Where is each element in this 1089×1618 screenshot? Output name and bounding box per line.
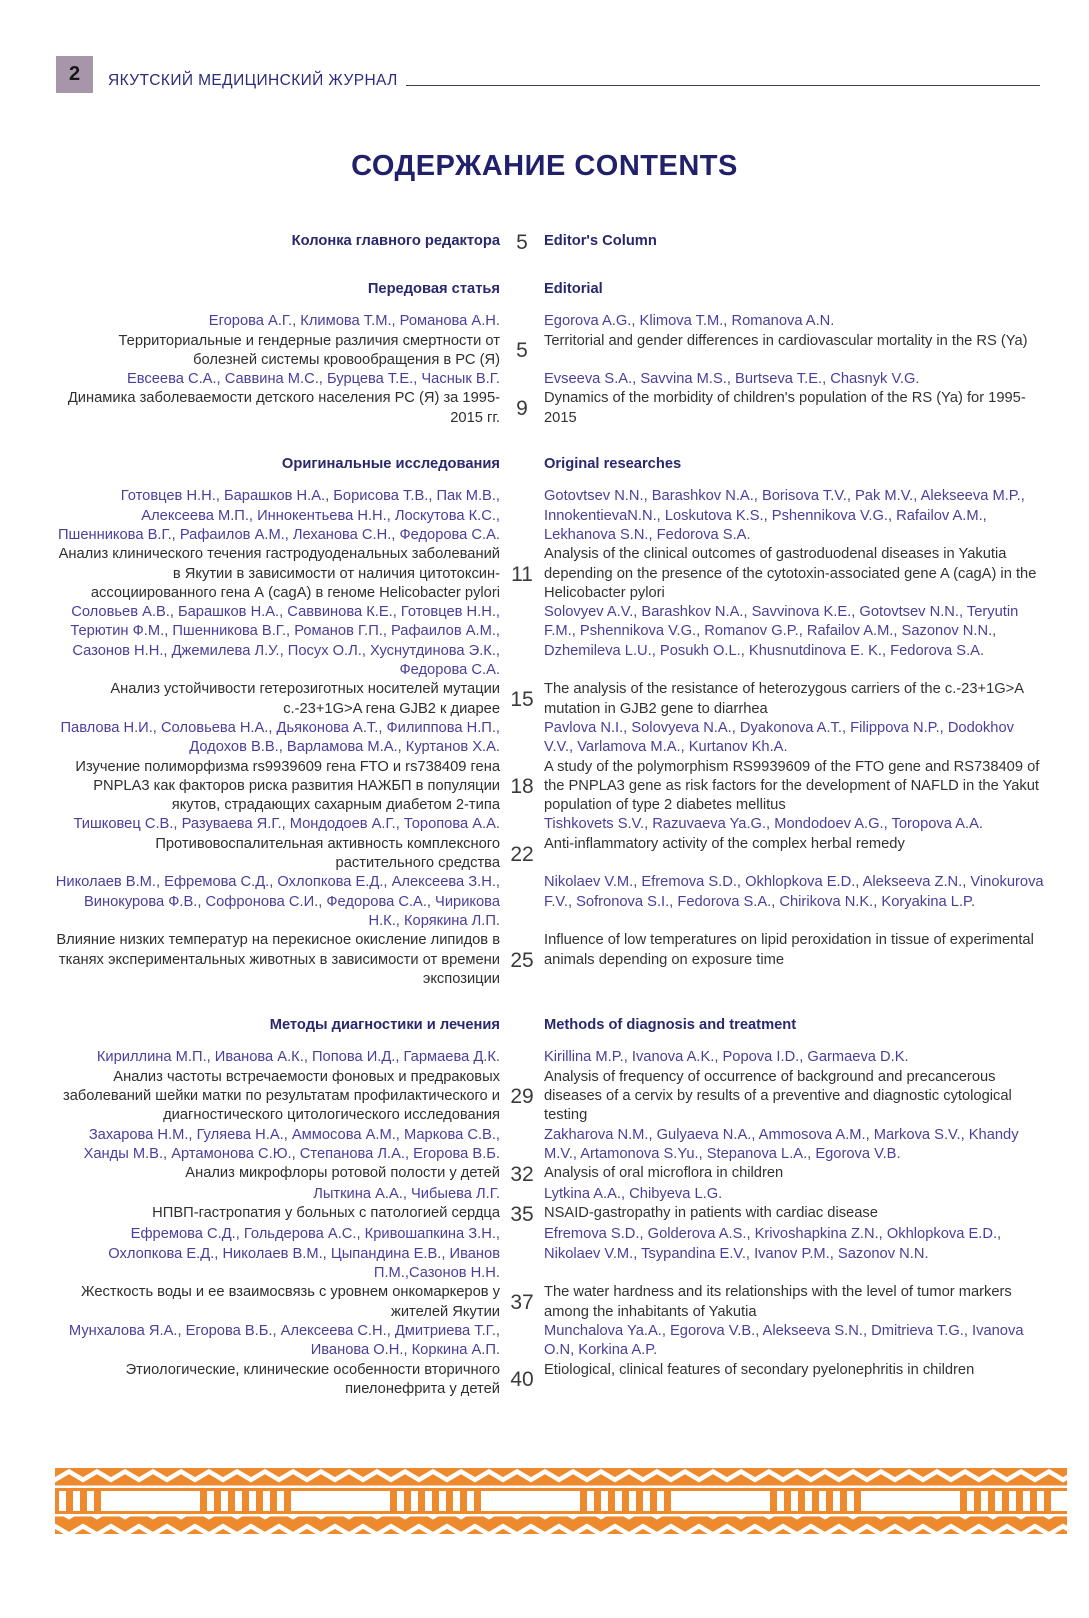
entry-authors-en: Efremova S.D., Golderova A.S., Krivoshapkina Z.N., Okhlopkova E.D., Nikolaev V.M., Tsypandina E.V., Ivanov P.M., Sazonov N.N. <box>544 1226 1002 1262</box>
entry-authors-en: Gotovtsev N.N., Barashkov N.A., Borisova T.V., Pak M.V., Alekseeva M.P., InnokentievaN.N., Loskutova K.S., Pshennikova V.G., Rafailov A.M., Lekhanova S.N., Fedorova S.A. <box>544 488 1025 543</box>
toc-section-original-researches <box>55 455 1045 474</box>
toc-section-editorial <box>55 280 1045 299</box>
entry-authors-en: Egorova A.G., Klimova T.M., Romanova A.N. <box>544 313 835 330</box>
page-number: 32 <box>510 1163 534 1187</box>
entry-title-en: NSAID-gastropathy in patients with cardiac disease <box>544 1205 878 1222</box>
toc-entry <box>55 1126 1045 1186</box>
entry-title-en: Analysis of frequency of occurrence of background and precancerous diseases of a cervix by results of a preventive and diagnostic cytological testing <box>544 1068 1012 1124</box>
entry-authors-ru: Ефремова С.Д., Гольдерова А.С., Кривошапкина З.Н., Охлопкова Е.Д., Николаев В.М., Цыпандина Е.В., Иванов П.М.,Сазонов Н.Н. <box>108 1226 500 1282</box>
page-number: 9 <box>516 397 528 421</box>
page-number: 22 <box>510 842 534 866</box>
entry-title-ru: НПВП-гастропатия у больных с патологией сердца <box>152 1205 500 1222</box>
entry-title-en: Dynamics of the morbidity of children's population of the RS (Ya) for 1995-2015 <box>544 390 1026 426</box>
page-number: 35 <box>510 1203 534 1227</box>
entry-title-ru: Изучение полиморфизма rs9939609 гена FTO и rs738409 гена PNPLA3 как факторов риска развития НАЖБП в популяции якутов, страдающих сахарным диабетом 2-типа <box>75 758 500 814</box>
journal-title: ЯКУТСКИЙ МЕДИЦИНСКИЙ ЖУРНАЛ <box>108 72 398 89</box>
entry-authors-ru: Мунхалова Я.А., Егорова В.Б., Алексеева С.Н., Дмитриева Т.Г., Иванова О.Н., Коркина А.П. <box>68 1322 500 1359</box>
toc-entry <box>55 312 1045 370</box>
page-header <box>0 0 1089 93</box>
ornament-graphic <box>55 1468 1067 1534</box>
entry-title-ru: Анализ устойчивости гетерозиготных носителей мутации с.-23+1G>A гена GJB2 к диарее <box>110 681 500 717</box>
entry-title-ru: Влияние низких температур на перекисное окисление липидов в тканях экспериментальных животных в зависимости от времени экспозиции <box>56 932 500 987</box>
section-heading-ru: Оригинальные исследования <box>281 456 500 473</box>
entry-title-ru: Противовоспалительная активность комплексного растительного средства <box>155 835 500 872</box>
entry-authors-ru: Николаев В.М., Ефремова С.Д., Охлопкова Е.Д., Алексеева З.Н., Винокурова Ф.В., Софронова С.И., Федорова С.А., Чирикова Н.К., Корякина Л.П. <box>55 874 500 929</box>
toc-entry <box>55 1322 1045 1399</box>
entry-title-en: Analysis of the clinical outcomes of gastroduodenal diseases in Yakutia depending on the presence of the cytotoxin-associated gene A (cagA) in the Helicobacter pylori <box>544 546 1037 601</box>
toc-entry <box>55 815 1045 873</box>
toc-entry <box>55 1225 1045 1321</box>
toc-entry <box>55 719 1045 815</box>
section-heading-ru: Колонка главного редактора <box>291 233 500 249</box>
entry-authors-en: Evseeva S.A., Savvina M.S., Burtseva T.E., Chasnyk V.G. <box>544 371 920 388</box>
section-heading-en: Editor's Column <box>544 233 657 249</box>
entry-authors-ru: Захарова Н.М., Гуляева Н.А., Аммосова А.М., Маркова С.В., Ханды М.В., Артамонова С.Ю., Степанова Л.А., Егорова В.Б. <box>83 1126 500 1162</box>
page-number: 29 <box>510 1085 534 1109</box>
page-number: 25 <box>510 948 534 972</box>
page-number: 11 <box>511 562 533 586</box>
entry-authors-ru: Евсеева С.А., Саввина М.С., Бурцева Т.Е., Часнык В.Г. <box>126 371 500 388</box>
entry-authors-en: Nikolaev V.M., Efremova S.D., Okhlopkova E.D., Alekseeva Z.N., Vinokurova F.V., Sofronova S.I., Fedorova S.A., Chirikova N.K., Koryakina L.P. <box>544 874 1044 910</box>
section-heading-ru: Методы диагностики и лечения <box>269 1017 500 1034</box>
entry-title-en: Influence of low temperatures on lipid peroxidation in tissue of experimental animals depending on exposure time <box>544 932 1034 968</box>
entry-title-ru: Динамика заболеваемости детского населения РС (Я) за 1995-2015 гг. <box>67 390 500 426</box>
header-rule <box>406 85 1040 86</box>
section-heading-en: Editorial <box>544 281 603 297</box>
entry-authors-ru: Кириллина М.П., Иванова А.К., Попова И.Д., Гармаева Д.К. <box>96 1049 500 1066</box>
entry-authors-en: Lytkina A.A., Chibyeva L.G. <box>544 1186 723 1203</box>
page-title: СОДЕРЖАНИЕ CONTENTS <box>351 150 738 182</box>
entry-title-ru: Жесткость воды и ее взаимосвязь с уровнем онкомаркеров у жителей Якутии <box>81 1284 500 1320</box>
entry-title-en: Anti-inflammatory activity of the complex herbal remedy <box>544 835 905 852</box>
entry-title-ru: Этиологические, клинические особенности вторичного пиелонефрита у детей <box>125 1361 500 1397</box>
toc-entry <box>55 1185 1045 1225</box>
page-number: 18 <box>510 774 534 798</box>
entry-authors-ru: Тишковец С.В., Разуваева Я.Г., Мондодоев А.Г., Торопова А.А. <box>73 816 500 833</box>
toc-entry <box>55 370 1045 428</box>
entry-authors-en: Kirillina M.P., Ivanova A.K., Popova I.D., Garmaeva D.K. <box>544 1049 909 1066</box>
toc-entry <box>55 487 1045 603</box>
entry-authors-en: Zakharova N.M., Gulyaeva N.A., Ammosova A.M., Markova S.V., Khandy M.V., Artamonova S.Yu., Stepanova L.A., Egorova V.B. <box>544 1126 1019 1162</box>
entry-authors-ru: Соловьев А.В., Барашков Н.А., Саввинова К.Е., Готовцев Н.Н., Терютин Ф.М., Пшенникова В.Г., Романов Г.П., Рафаилов А.М., Сазонов Н.Н., Джемилева Л.У., Посух О.Л., Хуснутдинова Э.К., Федорова С.А. <box>70 604 500 679</box>
table-of-contents <box>55 232 1045 1399</box>
ethnic-ornament-border <box>55 1468 1067 1534</box>
page-number: 5 <box>516 231 528 254</box>
section-heading-en: Methods of diagnosis and treatment <box>544 1017 797 1034</box>
page-number: 5 <box>516 339 528 363</box>
entry-authors-ru: Готовцев Н.Н., Барашков Н.А., Борисова Т.В., Пак М.В., Алексеева М.П., Иннокентьева Н.Н., Лоскутова К.С., Пшенникова В.Г., Рафаилов А.М., Леханова С.Н., Федорова С.А. <box>57 488 500 543</box>
entry-authors-ru: Егорова А.Г., Климова Т.М., Романова А.Н. <box>208 313 500 330</box>
toc-entry <box>55 603 1045 719</box>
entry-title-en: Territorial and gender differences in cardiovascular mortality in the RS (Ya) <box>544 332 1028 349</box>
entry-title-en: Analysis of oral microflora in children <box>544 1165 784 1182</box>
toc-entry <box>55 873 1045 989</box>
entry-title-en: Etiological, clinical features of secondary pyelonephritis in children <box>544 1361 975 1378</box>
toc-section-methods <box>55 1016 1045 1035</box>
entry-authors-en: Solovyev A.V., Barashkov N.A., Savvinova K.E., Gotovtsev N.N., Teryutin F.M., Pshennikova V.G., Romanov G.P., Rafailov A.M., Sazonov N.N., Dzhemileva L.U., Posukh O.L., Khusnutdinova E. K., Fedorova S.A. <box>544 604 1019 659</box>
entry-title-en: The analysis of the resistance of heterozygous carriers of the c.-23+1G>A mutation in GJB2 gene to diarrhea <box>544 681 1024 717</box>
page-number: 15 <box>510 688 534 712</box>
entry-title-ru: Анализ микрофлоры ротовой полости у детей <box>185 1165 500 1182</box>
entry-authors-ru: Лыткина А.А., Чибыева Л.Г. <box>313 1186 500 1203</box>
page-number-badge: 2 <box>56 56 93 93</box>
entry-title-en: A study of the polymorphism RS9939609 of the FTO gene and RS738409 of the PNPLA3 gene as risk factors for the development of NAFLD in the Yakut population of type 2 diabetes mellitus <box>544 758 1040 814</box>
entry-authors-en: Pavlova N.I., Solovyeva N.A., Dyakonova A.T., Filippova N.P., Dodokhov V.V., Varlamova M.A., Kurtanov Kh.A. <box>544 719 1014 756</box>
toc-section-editors-column <box>55 232 1045 253</box>
page-number: 37 <box>510 1291 534 1315</box>
entry-authors-en: Tishkovets S.V., Razuvaeva Ya.G., Mondodoev A.G., Toropova A.A. <box>544 816 983 833</box>
entry-title-ru: Анализ клинического течения гастродуоденальных заболеваний в Якутии в зависимости от наличия цитотоксин-ассоциированного гена А (cagA) в геноме Helicobacter pylori <box>58 546 500 601</box>
entry-authors-ru: Павлова Н.И., Соловьева Н.А., Дьяконова А.Т., Филиппова Н.П., Додохов В.В., Варламова М.А., Куртанов Х.А. <box>60 719 500 756</box>
section-heading-ru: Передовая статья <box>367 281 500 297</box>
page-number: 40 <box>510 1368 534 1392</box>
toc-entry <box>55 1048 1045 1125</box>
entry-authors-en: Munchalova Ya.A., Egorova V.B., Alekseeva S.N., Dmitrieva T.G., Ivanova O.N, Korkina A.P. <box>544 1322 1024 1359</box>
entry-title-en: The water hardness and its relationships with the level of tumor markers among the inhabitants of Yakutia <box>544 1284 1012 1320</box>
entry-title-ru: Анализ частоты встречаемости фоновых и предраковых заболеваний шейки матки по результатам профилактического и диагностического цитологического исследования <box>62 1068 500 1124</box>
section-heading-en: Original researches <box>544 456 682 473</box>
entry-title-ru: Территориальные и гендерные различия смертности от болезней системы кровообращения в РС (Я) <box>118 332 500 368</box>
